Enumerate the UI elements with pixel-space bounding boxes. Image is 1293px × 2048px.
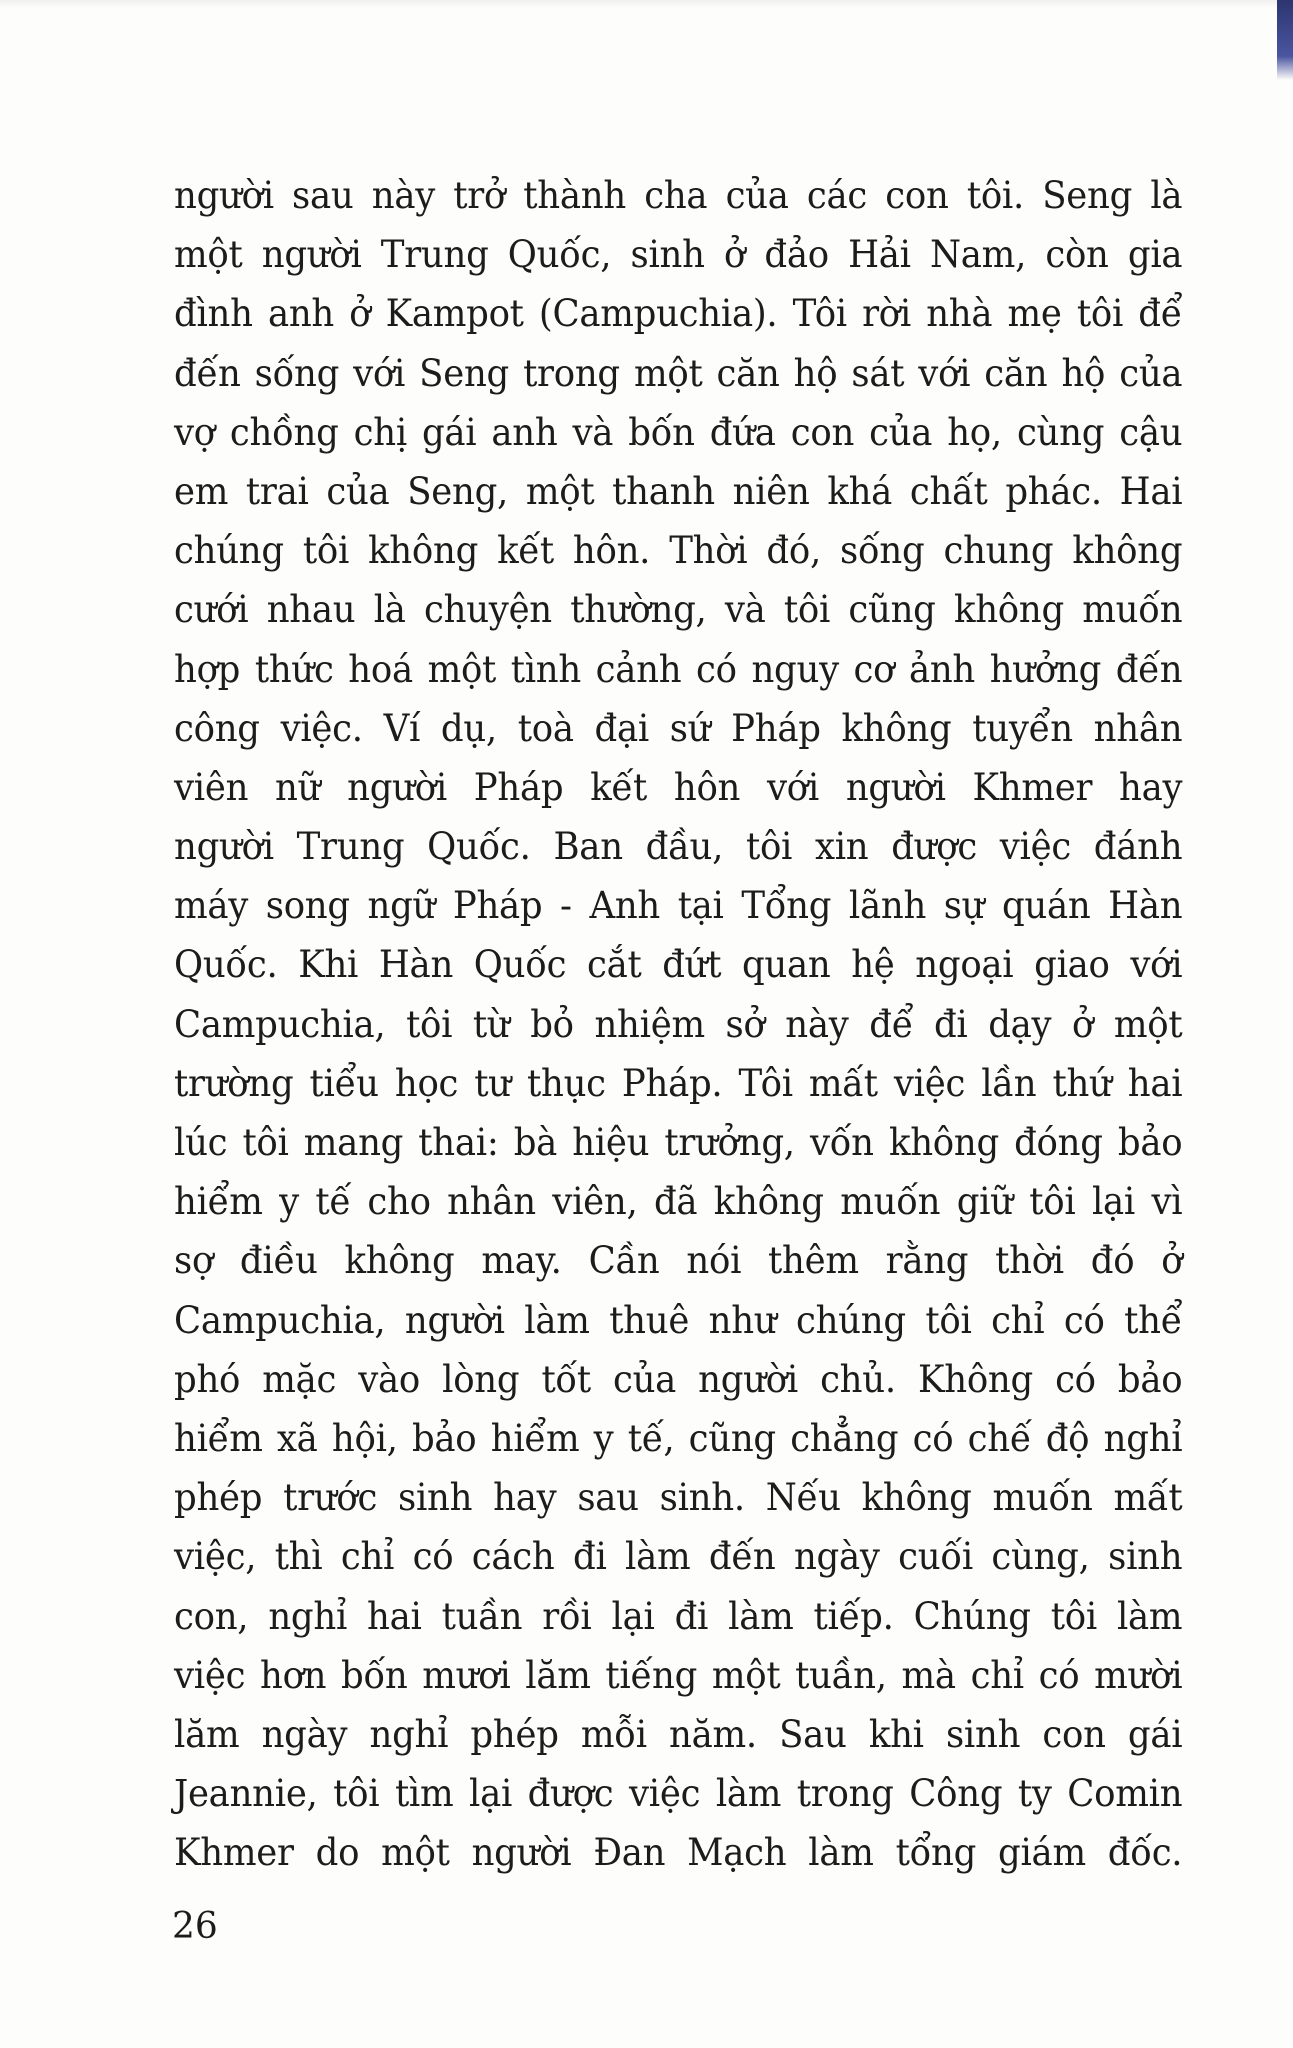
text-line: việc hơn bốn mươi lăm tiếng một tuần, mà chỉ có mười	[174, 1653, 1183, 1697]
book-spine-edge	[1277, 0, 1293, 80]
text-line: viên nữ người Pháp kết hôn với người Khmer hay	[174, 765, 1183, 809]
text-line: phó mặc vào lòng tốt của người chủ. Không có bảo	[174, 1357, 1183, 1401]
text-line: chúng tôi không kết hôn. Thời đó, sống chung không	[174, 529, 1183, 573]
text-line: lăm ngày nghỉ phép mỗi năm. Sau khi sinh con gái	[174, 1712, 1183, 1756]
text-line: đình anh ở Kampot (Campuchia). Tôi rời nhà mẹ tôi để	[174, 292, 1183, 336]
text-line: vợ chồng chị gái anh và bốn đứa con của họ, cùng cậu	[174, 410, 1183, 454]
text-line: một người Trung Quốc, sinh ở đảo Hải Nam, còn gia	[174, 233, 1183, 277]
text-line: hiểm xã hội, bảo hiểm y tế, cũng chẳng có chế độ nghỉ	[174, 1416, 1183, 1460]
text-line: trường tiểu học tư thục Pháp. Tôi mất việc lần thứ hai	[174, 1061, 1183, 1105]
body-text	[174, 166, 1182, 1882]
text-line: cưới nhau là chuyện thường, và tôi cũng không muốn	[174, 588, 1183, 632]
text-line: phép trước sinh hay sau sinh. Nếu không muốn mất	[174, 1476, 1183, 1520]
text-line: Khmer do một người Đan Mạch làm tổng giám đốc.	[174, 1831, 1183, 1875]
page-number: 26	[172, 1906, 218, 1947]
text-line: người Trung Quốc. Ban đầu, tôi xin được việc đánh	[174, 825, 1183, 869]
text-line: hợp thức hoá một tình cảnh có nguy cơ ảnh hưởng đến	[174, 647, 1183, 691]
text-line: Campuchia, tôi từ bỏ nhiệm sở này để đi dạy ở một	[174, 1002, 1183, 1046]
text-line: em trai của Seng, một thanh niên khá chất phác. Hai	[174, 469, 1183, 513]
text-line: việc, thì chỉ có cách đi làm đến ngày cuối cùng, sinh	[174, 1535, 1183, 1579]
text-line: người sau này trở thành cha của các con tôi. Seng là	[174, 174, 1183, 217]
page-top-edge	[0, 0, 1277, 8]
text-line: máy song ngữ Pháp - Anh tại Tổng lãnh sự quán Hàn	[174, 884, 1183, 928]
text-line: con, nghỉ hai tuần rồi lại đi làm tiếp. Chúng tôi làm	[174, 1594, 1183, 1638]
text-line: Quốc. Khi Hàn Quốc cắt đứt quan hệ ngoại giao với	[174, 943, 1183, 987]
text-line: Campuchia, người làm thuê như chúng tôi chỉ có thể	[174, 1298, 1183, 1342]
text-line: công việc. Ví dụ, toà đại sứ Pháp không tuyển nhân	[174, 706, 1183, 750]
text-line: sợ điều không may. Cần nói thêm rằng thời đó ở	[174, 1239, 1183, 1283]
text-line: lúc tôi mang thai: bà hiệu trưởng, vốn không đóng bảo	[174, 1121, 1183, 1164]
text-line: đến sống với Seng trong một căn hộ sát với căn hộ của	[174, 351, 1183, 395]
text-line: hiểm y tế cho nhân viên, đã không muốn giữ tôi lại vì	[174, 1180, 1183, 1224]
text-line: Jeannie, tôi tìm lại được việc làm trong Công ty Comin	[174, 1772, 1183, 1816]
